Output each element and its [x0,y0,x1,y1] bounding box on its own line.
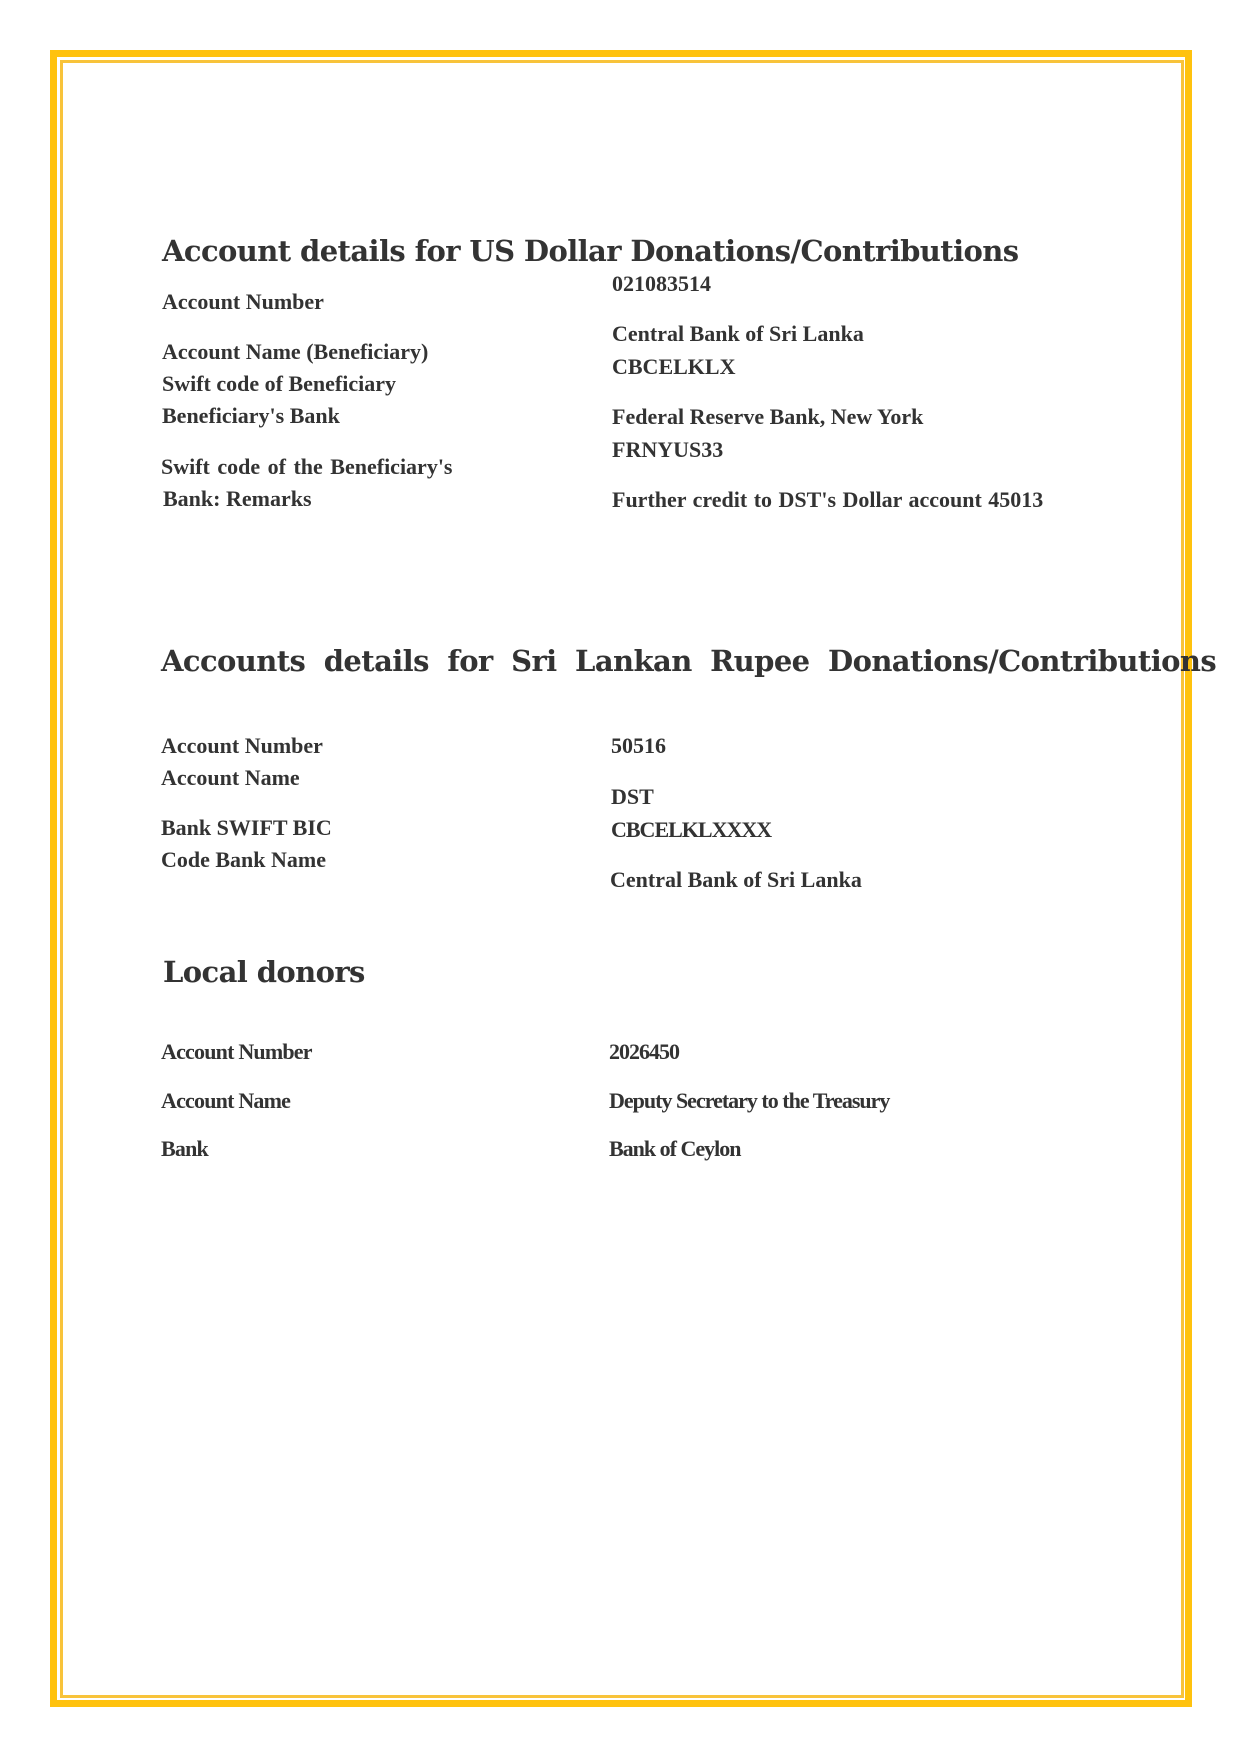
usd-label-account-name: Account Name (Beneficiary) [162,339,429,364]
lkr-value-account-name: DST [611,784,654,809]
lkr-value-swift-bic: CBCELKLXXXX [611,817,772,842]
usd-value-swift-beneficiary-bank: FRNYUS33 [612,437,724,462]
local-section-heading: Local donors [163,955,365,989]
usd-label-remarks: Bank: Remarks [163,486,312,511]
local-value-account-name: Deputy Secretary to the Treasury [609,1088,890,1113]
local-value-bank: Bank of Ceylon [609,1136,741,1161]
local-label-account-name: Account Name [161,1088,291,1113]
usd-value-beneficiary-bank: Federal Reserve Bank, New York [612,404,924,429]
usd-value-account-number: 021083514 [612,271,711,296]
usd-label-swift-beneficiary-bank: Swift code of the Beneficiary's [161,454,453,479]
usd-label-swift-beneficiary: Swift code of Beneficiary [162,371,396,396]
usd-value-account-name: Central Bank of Sri Lanka [612,321,864,346]
lkr-label-bank-swift-bic: Bank SWIFT BIC [161,815,332,840]
lkr-value-bank-name: Central Bank of Sri Lanka [610,867,862,892]
local-value-account-number: 2026450 [609,1039,679,1064]
lkr-label-account-number: Account Number [161,733,323,758]
usd-value-remarks: Further credit to DST's Dollar account 45013 [612,487,1044,512]
usd-label-beneficiary-bank: Beneficiary's Bank [162,403,340,428]
lkr-section-heading: Accounts details for Sri Lankan Rupee Donations/Contributions [161,644,1217,678]
lkr-value-account-number: 50516 [611,733,666,758]
local-label-account-number: Account Number [161,1039,312,1064]
local-label-bank: Bank [161,1136,208,1161]
lkr-label-account-name: Account Name [161,765,300,790]
lkr-label-code-bank-name: Code Bank Name [161,847,327,872]
usd-value-swift-beneficiary: CBCELKLX [612,354,736,379]
usd-section-heading: Account details for US Dollar Donations/Contributions [162,234,1019,268]
usd-label-account-number: Account Number [162,289,324,314]
